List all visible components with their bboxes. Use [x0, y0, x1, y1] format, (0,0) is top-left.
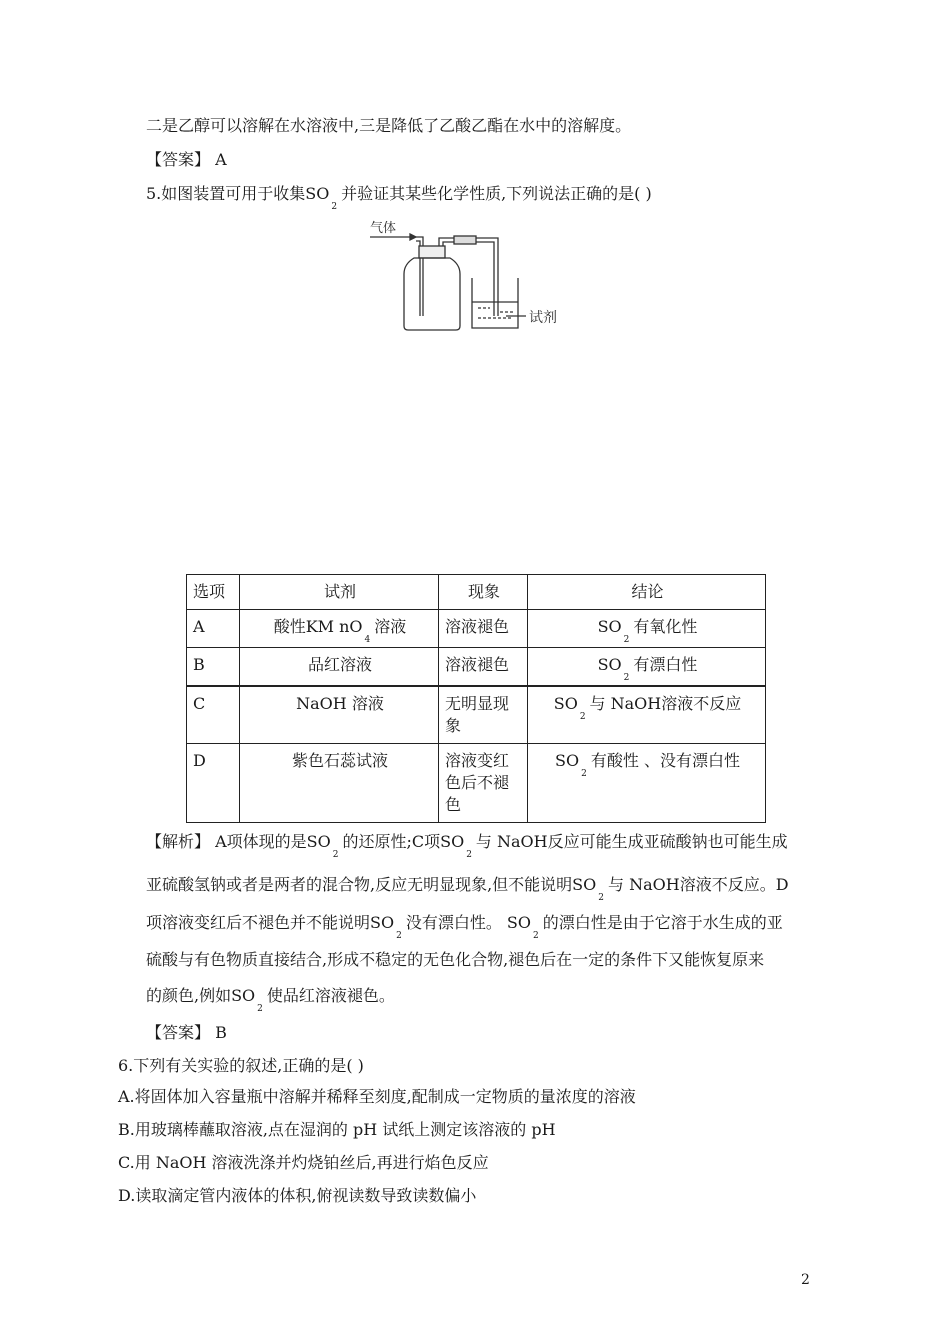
question-6-stem: 6.下列有关实验的叙述,正确的是( ): [118, 1056, 364, 1075]
reagent-text: 酸性KM nO: [273, 617, 363, 636]
rubber-connector: [454, 236, 476, 244]
label-gas: 气体: [370, 221, 397, 236]
answer-q5: 【答案】 B: [146, 1023, 227, 1042]
analysis-line-4: 硫酸与有色物质直接结合,形成不稳定的无色化合物,褪色后在一定的条件下又能恢复原来: [146, 950, 765, 969]
cell-option: A: [187, 610, 240, 648]
header-reagent: 试剂: [240, 575, 439, 610]
table-header-row: [187, 575, 766, 610]
header-conclusion: 结论: [528, 575, 766, 610]
table-row: [187, 648, 766, 687]
q6-option-a: A.将固体加入容量瓶中溶解并稀释至刻度,配制成一定物质的量浓度的溶液: [118, 1087, 636, 1106]
conclusion-text: SO: [597, 655, 622, 674]
conclusion-text-b: 有酸性 、没有漂白性: [590, 751, 740, 770]
conclusion-subscript: 2: [623, 635, 630, 645]
conclusion-text-b: 有氧化性: [633, 617, 698, 636]
analysis-text: 的还原性;C项SO: [342, 832, 465, 851]
stopper: [419, 246, 445, 258]
cell-conclusion: [528, 744, 766, 823]
question-5-stem: [146, 184, 652, 212]
paragraph-continuation: 二是乙醇可以溶解在水溶液中,三是降低了乙酸乙酯在水中的溶解度。: [146, 116, 632, 135]
analysis-text: 【解析】 A项体现的是SO: [146, 832, 331, 851]
reagent-text: NaOH 溶液: [296, 694, 384, 713]
subscript: 2: [598, 893, 604, 903]
analysis-text: 与 NaOH溶液不反应。D: [608, 875, 789, 894]
label-reagent: 试剂: [529, 310, 557, 326]
cell-option: D: [187, 744, 240, 823]
subscript: 2: [533, 931, 539, 941]
delivery-tube-inner: [476, 242, 494, 316]
cell-reagent: [240, 648, 439, 687]
analysis-text: 与 NaOH反应可能生成亚硫酸钠也可能生成: [475, 832, 788, 851]
cell-conclusion: [528, 648, 766, 687]
subscript: 2: [332, 850, 339, 860]
q5-text-a: 5.如图装置可用于收集SO: [146, 184, 330, 203]
page-number: 2: [801, 1272, 810, 1288]
q5-text-b: 并验证其某些化学性质,下列说法正确的是( ): [341, 184, 652, 203]
q5-subscript: 2: [331, 202, 338, 212]
analysis-line-2: [146, 875, 789, 903]
cell-reagent: [240, 686, 439, 744]
beaker: [472, 278, 518, 328]
table-row: [187, 686, 766, 744]
q6-option-c: C.用 NaOH 溶液洗涤并灼烧铂丝后,再进行焰色反应: [118, 1153, 489, 1172]
options-table: [186, 574, 766, 823]
analysis-line-5: [146, 986, 395, 1014]
table-row: [187, 610, 766, 648]
conclusion-text-b: 有漂白性: [633, 655, 698, 674]
header-option: 选项: [187, 575, 240, 610]
cell-reagent: [240, 744, 439, 823]
analysis-text: 没有漂白性。 SO: [405, 913, 531, 932]
conclusion-text: SO: [555, 751, 580, 770]
reagent-subscript: 4: [364, 635, 371, 645]
delivery-tube: [476, 238, 498, 316]
cell-phenomenon: 溶液褪色: [439, 648, 528, 687]
subscript: 2: [257, 1004, 263, 1014]
subscript: 2: [396, 931, 402, 941]
cell-conclusion: [528, 686, 766, 744]
conclusion-text-b: 与 NaOH溶液不反应: [589, 694, 742, 713]
gas-bottle: [404, 258, 460, 330]
gas-arrow-head: [410, 234, 416, 240]
conclusion-text: SO: [553, 694, 578, 713]
conclusion-subscript: 2: [581, 769, 587, 779]
conclusion-subscript: 2: [623, 673, 630, 683]
q6-option-b: B.用玻璃棒蘸取溶液,点在湿润的 pH 试纸上测定该溶液的 pH: [118, 1120, 556, 1139]
cell-reagent: [240, 610, 439, 648]
answer-q4: 【答案】 A: [146, 150, 227, 169]
q6-option-d: D.读取滴定管内液体的体积,俯视读数导致读数偏小: [118, 1186, 477, 1205]
cell-phenomenon: 无明显现象: [439, 686, 528, 744]
conclusion-subscript: 2: [579, 712, 586, 722]
table-row: [187, 744, 766, 823]
cell-conclusion: [528, 610, 766, 648]
analysis-text: 的漂白性是由于它溶于水生成的亚: [542, 913, 783, 932]
analysis-line-3: [146, 913, 783, 941]
cell-option: C: [187, 686, 240, 744]
analysis-text: 使品红溶液褪色。: [266, 986, 395, 1005]
cell-phenomenon: 溶液变红色后不褪色: [439, 744, 528, 823]
conclusion-text: SO: [597, 617, 622, 636]
reagent-text: 紫色石蕊试液: [291, 751, 388, 770]
header-phenomenon: 现象: [439, 575, 528, 610]
analysis-text: 的颜色,例如SO: [146, 986, 256, 1005]
analysis-text: 亚硫酸氢钠或者是两者的混合物,反应无明显现象,但不能说明SO: [146, 875, 597, 894]
reagent-text-b: 溶液: [374, 617, 407, 636]
analysis-text: 项溶液变红后不褪色并不能说明SO: [146, 913, 395, 932]
reagent-text: 品红溶液: [307, 655, 372, 674]
analysis-line-1: [146, 832, 788, 860]
subscript: 2: [466, 850, 472, 860]
cell-phenomenon: 溶液褪色: [439, 610, 528, 648]
apparatus-figure: [366, 216, 566, 336]
cell-option: B: [187, 648, 240, 687]
